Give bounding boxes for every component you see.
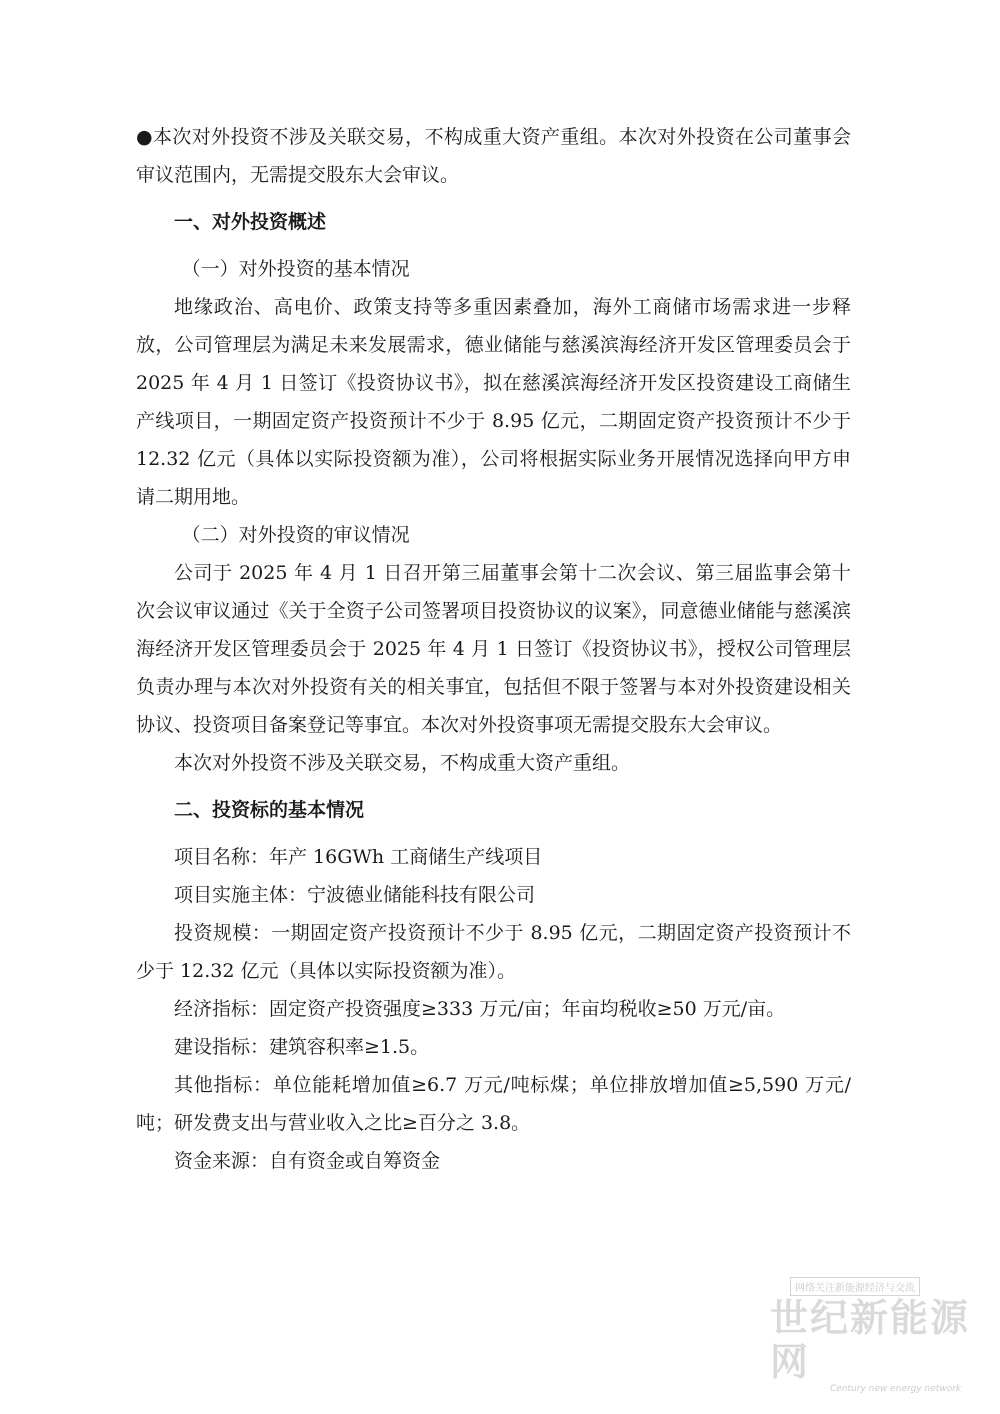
funding-source-item: 资金来源：自有资金或自筹资金 [174,1150,441,1172]
section1-sub2-heading: （二）对外投资的审议情况 [181,524,410,546]
watermark [770,1276,970,1394]
intro-paragraph [136,118,851,194]
section2-heading: 二、投资标的基本情况 [174,799,365,821]
document-body [136,118,851,1180]
watermark-tag: 网络关注新能源经济与交流 [790,1277,920,1296]
other-indicator-item: 其他指标：单位能耗增加值≥6.7 万元/吨标煤；单位排放增加值≥5,590 万元/吨；研发费支出与营业收入之比≥百分之 3.8。 [136,1074,851,1134]
watermark-english: Century new energy network [830,1384,962,1394]
bullet-icon: ● [136,126,153,148]
project-name-item: 项目名称：年产 16GWh 工商储生产线项目 [174,846,543,868]
intro-text: 本次对外投资不涉及关联交易，不构成重大资产重组。本次对外投资在公司董事会审议范围内，无需提交股东大会审议。 [136,126,851,186]
project-entity-item: 项目实施主体：宁波德业储能科技有限公司 [174,884,536,906]
section1-sub2-paragraph1: 公司于 2025 年 4 月 1 日召开第三届董事会第十二次会议、第三届监事会第十次会议审议通过《关于全资子公司签署项目投资协议的议案》，同意德业储能与慈溪滨海经济开发区管理委员会于 2025 年 4 月 1 日签订《投资协议书》，授权公司管理层负责办理与本次对外投资有关的相关事宜，包括但不限于签署与本对外投资建设相关协议、投资项目备案登记等事宜。本次对外投资事项无需提交股东大会审议。 [136,562,851,736]
economic-indicator-item: 经济指标：固定资产投资强度≥333 万元/亩；年亩均税收≥50 万元/亩。 [174,998,786,1020]
investment-scale-item: 投资规模：一期固定资产投资预计不少于 8.95 亿元，二期固定资产投资预计不少于 12.32 亿元（具体以实际投资额为准）。 [136,922,851,982]
section1-sub1-paragraph: 地缘政治、高电价、政策支持等多重因素叠加，海外工商储市场需求进一步释放，公司管理层为满足未来发展需求，德业储能与慈溪滨海经济开发区管理委员会于 2025 年 4 月 1 日签订《投资协议书》，拟在慈溪滨海经济开发区投资建设工商储生产线项目，一期固定资产投资预计不少于 8.95 亿元，二期固定资产投资预计不少于 12.32 亿元（具体以实际投资额为准），公司将根据实际业务开展情况选择向甲方申请二期用地。 [136,296,851,508]
watermark-brand: 世纪新能源网 [770,1296,971,1384]
construction-indicator-item: 建设指标：建筑容积率≥1.5。 [174,1036,430,1058]
section1-sub1-heading: （一）对外投资的基本情况 [181,258,410,280]
section1-heading: 一、对外投资概述 [174,211,327,233]
section1-sub2-paragraph2: 本次对外投资不涉及关联交易，不构成重大资产重组。 [174,752,631,774]
